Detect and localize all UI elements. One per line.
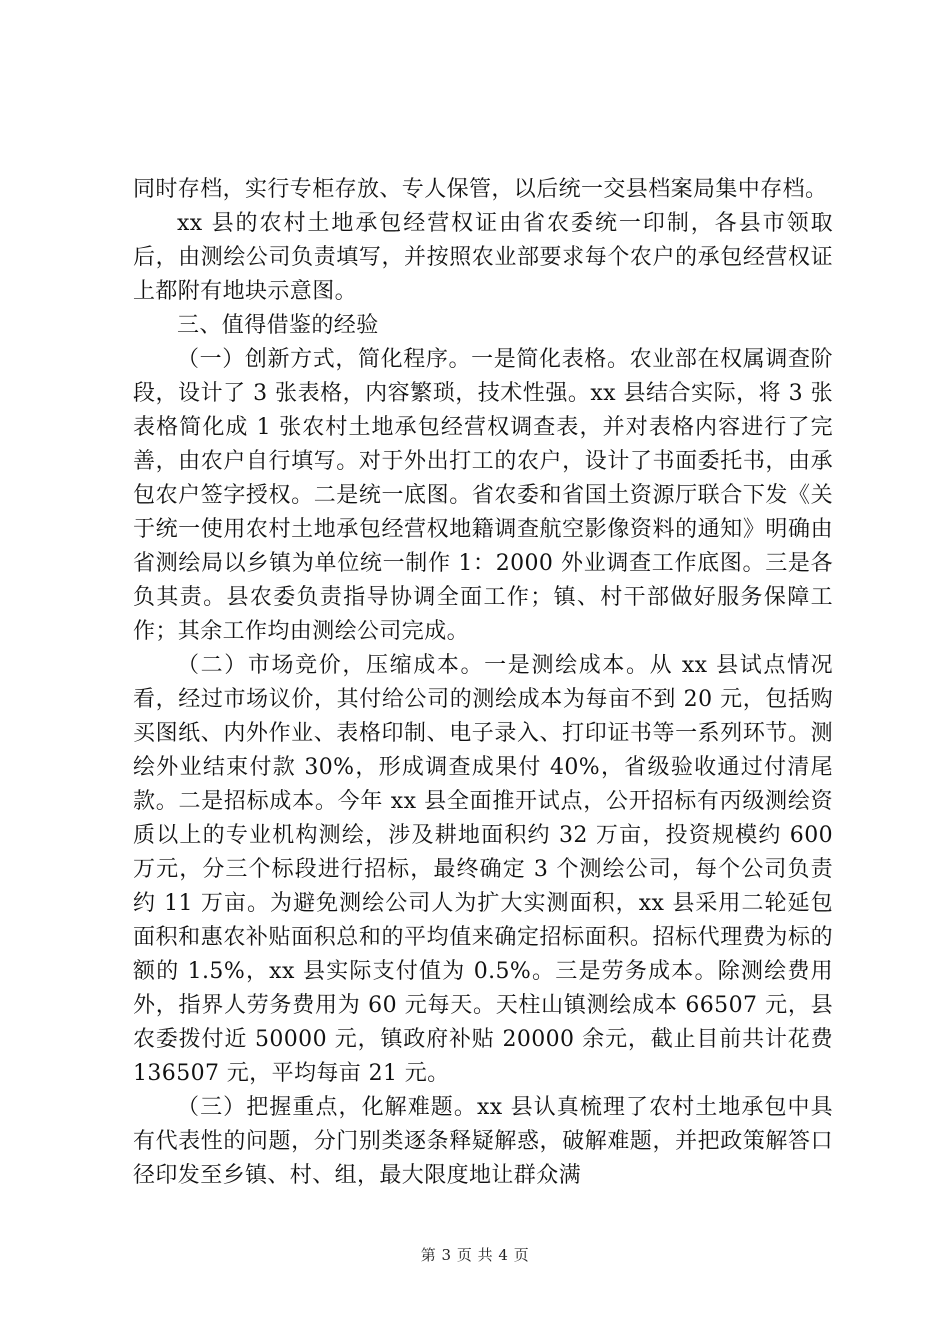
paragraph-innovation: （一）创新方式，简化程序。一是简化表格。农业部在权属调查阶段，设计了 3 张表格，内容繁琐，技术性强。xx 县结合实际，将 3 张表格简化成 1 张农村土地承包经营权调查表，并对表格内容进行了完善，由农户自行填写。对于外出打工的农户，设计了书面委托书，由承包农户签字授权。二是统一底图。省农委和省国土资源厅联合下发《关于统一使用农村土地承包经营权地籍调查航空影像资料的通知》明确由省测绘局以乡镇为单位统一制作 1：2000 外业调查工作底图。三是各负其责。县农委负责指导协调全面工作；镇、村干部做好服务保障工作；其余工作均由测绘公司完成。 xyxy=(133,347,833,644)
document-body xyxy=(133,173,833,1193)
section-heading-experience: 三、值得借鉴的经验 xyxy=(177,313,379,338)
page-footer xyxy=(0,1244,950,1265)
paragraph-archiving: 同时存档，实行专柜存放、专人保管，以后统一交县档案局集中存档。 xyxy=(133,177,828,202)
paragraph-certificate: xx 县的农村土地承包经营权证由省农委统一印制，各县市领取后，由测绘公司负责填写，并按照农业部要求每个农户的承包经营权证上都附有地块示意图。 xyxy=(133,211,833,304)
paragraph-key-points: （三）把握重点，化解难题。xx 县认真梳理了农村土地承包中具有代表性的问题，分门别类逐条释疑解惑，破解难题，并把政策解答口径印发至乡镇、村、组，最大限度地让群众满 xyxy=(133,1095,833,1188)
page-number: 第 3 页 共 4 页 xyxy=(420,1246,530,1264)
paragraph-market-pricing: （二）市场竞价，压缩成本。一是测绘成本。从 xx 县试点情况看，经过市场议价，其付给公司的测绘成本为每亩不到 20 元，包括购买图纸、内外作业、表格印制、电子录入、打印证书等一系列环节。测绘外业结束付款 30%，形成调查成果付 40%，省级验收通过付清尾款。二是招标成本。今年 xx 县全面推开试点，公开招标有丙级测绘资质以上的专业机构测绘，涉及耕地面积约 32 万亩，投资规模约 600 万元，分三个标段进行招标，最终确定 3 个测绘公司，每个公司负责约 11 万亩。为避免测绘公司人为扩大实测面积，xx 县采用二轮延包面积和惠农补贴面积总和的平均值来确定招标面积。招标代理费为标的额的 1.5%，xx 县实际支付值为 0.5%。三是劳务成本。除测绘费用外，指界人劳务费用为 60 元每天。天柱山镇测绘成本 66507 元，县农委拨付近 50000 元，镇政府补贴 20000 余元，截止目前共计花费 136507 元，平均每亩 21 元。 xyxy=(133,653,833,1086)
